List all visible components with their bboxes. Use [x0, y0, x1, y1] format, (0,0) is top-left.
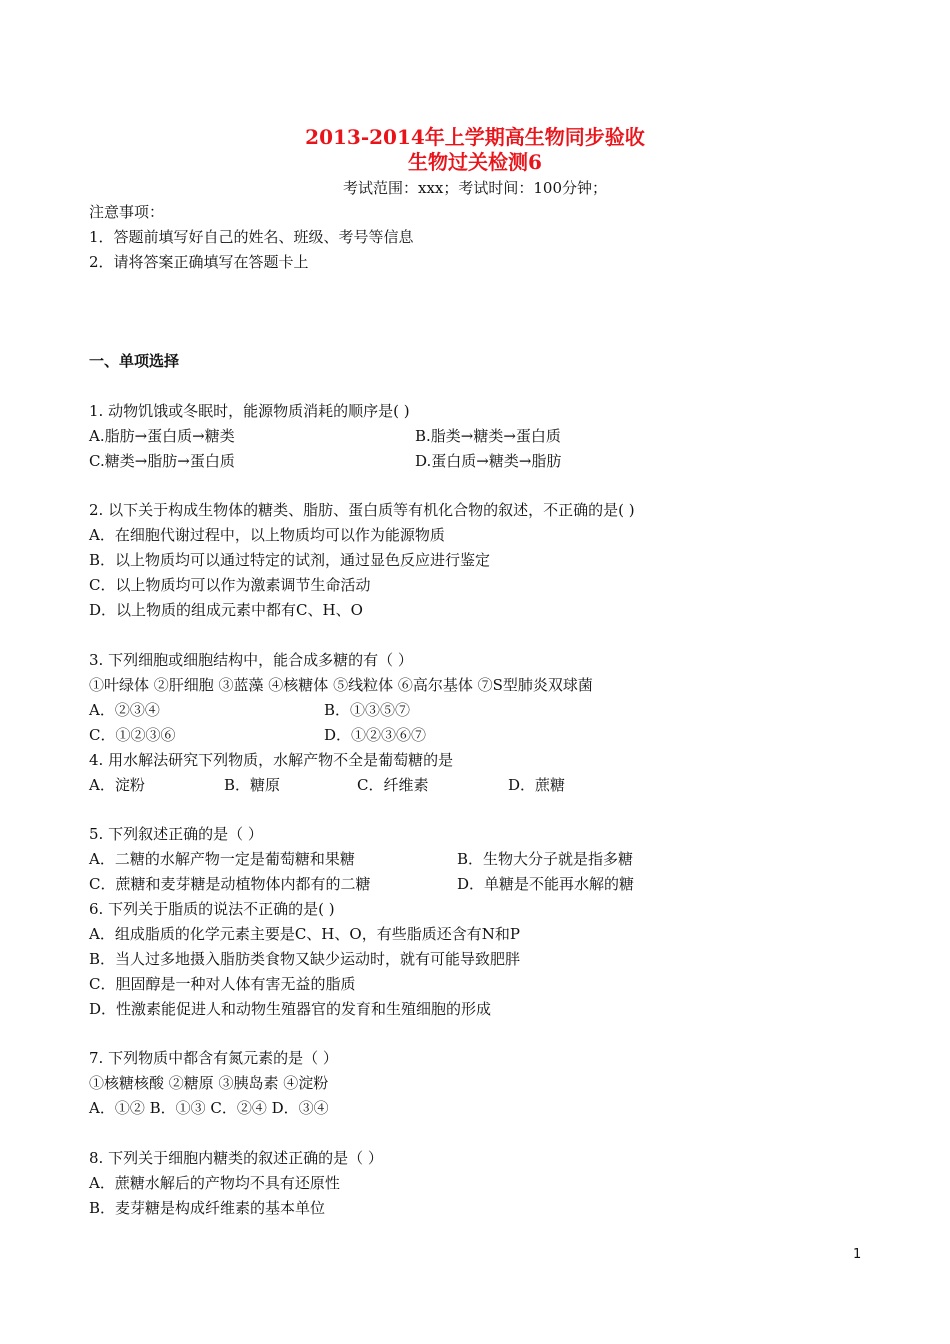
question-stem: 8. 下列关于细胞内糖类的叙述正确的是（ ） [89, 1149, 383, 1167]
option-d: D.蛋白质→糖类→脂肪 [415, 452, 562, 470]
option-a: A．蔗糖水解后的产物均不具有还原性 [89, 1174, 340, 1192]
option-b: B．麦芽糖是构成纤维素的基本单位 [89, 1199, 326, 1217]
option-d: D．性激素能促进人和动物生殖器官的发育和生殖细胞的形成 [89, 1000, 492, 1018]
option-c: C．蔗糖和麦芽糖是动植物体内都有的二糖 [89, 875, 371, 893]
option-b: B．当人过多地摄入脂肪类食物又缺少运动时，就有可能导致肥胖 [89, 950, 521, 968]
option-c: C．纤维素 [357, 776, 429, 794]
option-a: A．②③④ [89, 701, 160, 719]
notice-heading: 注意事项： [89, 203, 165, 221]
question-options: A．①② B．①③ C．②④ D．③④ [89, 1099, 329, 1117]
option-c: C．①②③⑥ [89, 726, 176, 744]
section-heading: 一、单项选择 [89, 352, 180, 370]
option-a: A．淀粉 [89, 776, 145, 794]
question-stem: 6. 下列关于脂质的说法不正确的是( ) [89, 900, 335, 918]
option-c: C．以上物质均可以作为激素调节生命活动 [89, 576, 371, 594]
exam-info: 考试范围：xxx；考试时间：100分钟； [342, 179, 607, 197]
option-c: C.糖类→脂肪→蛋白质 [89, 452, 235, 470]
option-b: B．①③⑤⑦ [324, 701, 411, 719]
option-d: D．蔗糖 [508, 776, 566, 794]
question-stem: 7. 下列物质中都含有氮元素的是（ ） [89, 1049, 338, 1067]
option-a: A．组成脂质的化学元素主要是C、H、O，有些脂质还含有N和P [89, 925, 520, 943]
option-d: D．单糖是不能再水解的糖 [457, 875, 635, 893]
question-stem: 5. 下列叙述正确的是（ ） [89, 825, 263, 843]
option-b: B．糖原 [224, 776, 281, 794]
option-d: D．以上物质的组成元素中都有C、H、O [89, 601, 363, 619]
question-stem: 3. 下列细胞或细胞结构中，能合成多糖的有（ ） [89, 651, 413, 669]
option-a: A．在细胞代谢过程中，以上物质均可以作为能源物质 [89, 526, 445, 544]
notice-item: 2．请将答案正确填写在答题卡上 [89, 253, 309, 271]
question-list: ①核糖核酸 ②糖原 ③胰岛素 ④淀粉 [89, 1074, 329, 1092]
option-b: B．生物大分子就是指多糖 [457, 850, 634, 868]
question-list: ①叶绿体 ②肝细胞 ③蓝藻 ④核糖体 ⑤线粒体 ⑥高尔基体 ⑦S型肺炎双球菌 [89, 676, 593, 694]
document-subtitle: 生物过关检测6 [408, 150, 542, 174]
notice-item: 1．答题前填写好自己的姓名、班级、考号等信息 [89, 228, 414, 246]
option-c: C．胆固醇是一种对人体有害无益的脂质 [89, 975, 356, 993]
option-d: D．①②③⑥⑦ [324, 726, 427, 744]
question-stem: 4. 用水解法研究下列物质，水解产物不全是葡萄糖的是 [89, 751, 454, 769]
option-a: A.脂肪→蛋白质→糖类 [89, 427, 235, 445]
page-number: 1 [853, 1247, 862, 1262]
option-b: B．以上物质均可以通过特定的试剂，通过显色反应进行鉴定 [89, 551, 491, 569]
document-title: 2013-2014年上学期高生物同步验收 [305, 125, 645, 149]
option-b: B.脂类→糖类→蛋白质 [415, 427, 561, 445]
option-a: A．二糖的水解产物一定是葡萄糖和果糖 [89, 850, 355, 868]
question-stem: 2. 以下关于构成生物体的糖类、脂肪、蛋白质等有机化合物的叙述，不正确的是( ) [89, 501, 635, 519]
question-stem: 1. 动物饥饿或冬眠时，能源物质消耗的顺序是( ) [89, 402, 410, 420]
